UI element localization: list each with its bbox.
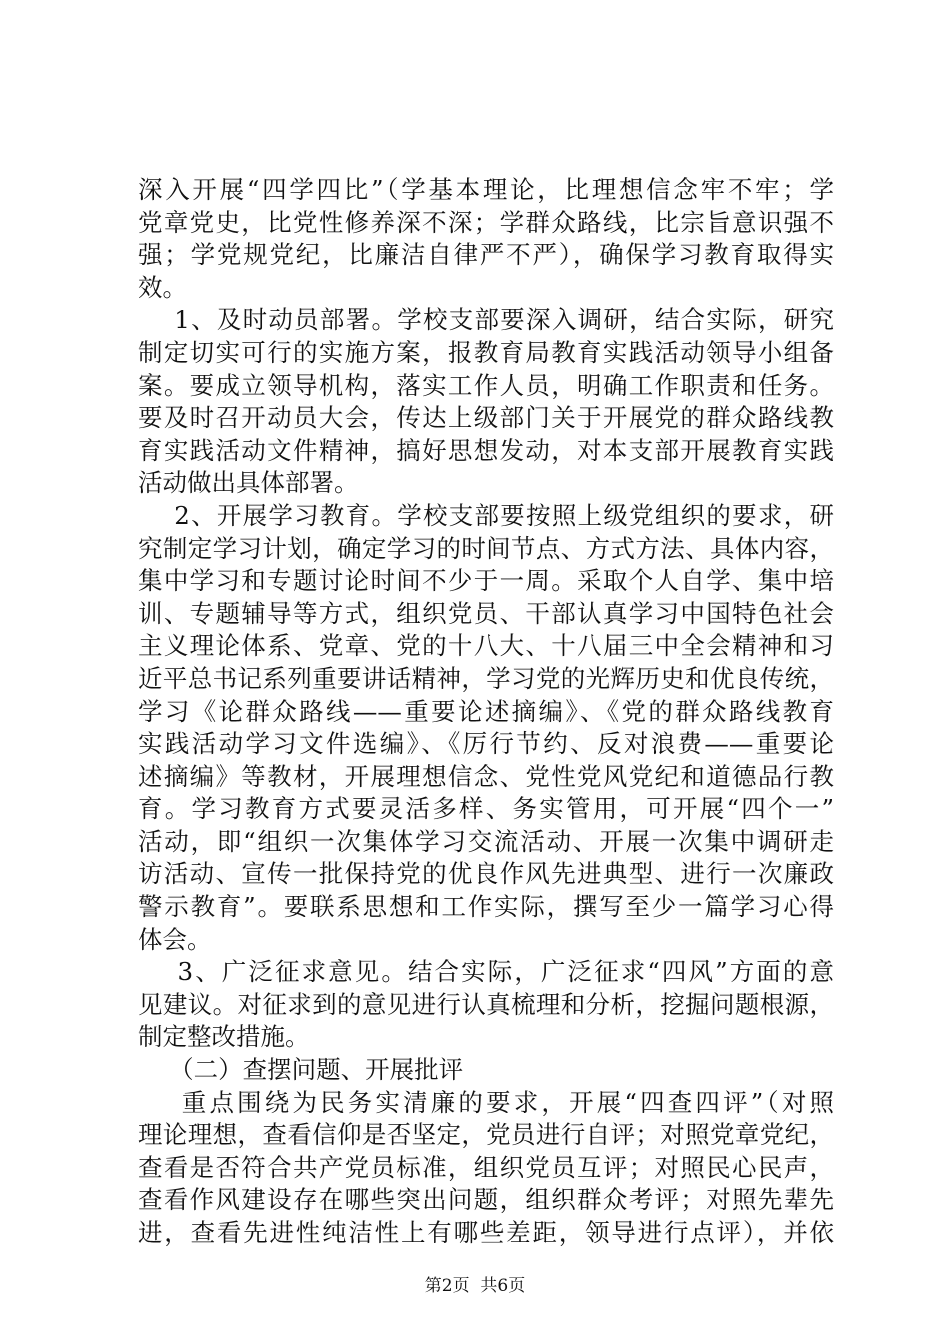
text-line: 学习《论群众路线——重要论述摘编》、《党的群众路线教育 bbox=[138, 696, 834, 726]
text-line: 育。学习教育方式要灵活多样、务实管用，可开展“四个一” bbox=[138, 794, 834, 824]
document-body bbox=[138, 174, 834, 1250]
text-line: 训、专题辅导等方式，组织党员、干部认真学习中国特色社会 bbox=[138, 598, 834, 628]
text-line: 党章党史，比党性修养深不深；学群众路线，比宗旨意识强不 bbox=[138, 207, 834, 237]
text-line: 3、广泛征求意见。结合实际，广泛征求“四风”方面的意 bbox=[138, 957, 834, 987]
text-line: 制定整改措施。 bbox=[138, 1022, 310, 1052]
text-line: 实践活动学习文件选编》、《厉行节约、反对浪费——重要论 bbox=[138, 729, 834, 759]
text-line: 理论理想，查看信仰是否坚定，党员进行自评；对照党章党纪， bbox=[138, 1120, 834, 1150]
page-footer bbox=[0, 1275, 950, 1297]
text-line: 活动，即“组织一次集体学习交流活动、开展一次集中调研走 bbox=[138, 826, 834, 856]
text-line: 近平总书记系列重要讲话精神，学习党的光辉历史和优良传统， bbox=[138, 663, 834, 693]
page-number: 第2页 共6页 bbox=[424, 1276, 526, 1296]
text-line: 制定切实可行的实施方案，报教育局教育实践活动领导小组备 bbox=[138, 337, 834, 367]
text-line: 要及时召开动员大会，传达上级部门关于开展党的群众路线教 bbox=[138, 403, 834, 433]
text-line: 述摘编》等教材，开展理想信念、党性党风党纪和道德品行教 bbox=[138, 761, 834, 791]
text-line: 强；学党规党纪，比廉洁自律严不严），确保学习教育取得实 bbox=[138, 240, 834, 270]
text-line: 效。 bbox=[138, 272, 187, 302]
text-line: 访活动、宣传一批保持党的优良作风先进典型、进行一次廉政 bbox=[138, 859, 834, 889]
text-line: 进，查看先进性纯洁性上有哪些差距，领导进行点评），并依 bbox=[138, 1218, 834, 1247]
text-line: 体会。 bbox=[138, 924, 212, 954]
text-line: （二）查摆问题、开展批评 bbox=[138, 1055, 464, 1085]
text-line: 见建议。对征求到的意见进行认真梳理和分析，挖掘问题根源， bbox=[138, 989, 834, 1019]
text-line: 警示教育”。要联系思想和工作实际，撰写至少一篇学习心得 bbox=[138, 892, 834, 922]
text-line: 查看作风建设存在哪些突出问题，组织群众考评；对照先辈先 bbox=[138, 1185, 834, 1215]
text-line: 活动做出具体部署。 bbox=[138, 468, 359, 498]
text-line: 集中学习和专题讨论时间不少于一周。采取个人自学、集中培 bbox=[138, 566, 834, 596]
text-line: 2、开展学习教育。学校支部要按照上级党组织的要求，研 bbox=[138, 500, 834, 530]
text-line: 查看是否符合共产党员标准，组织党员互评；对照民心民声， bbox=[138, 1152, 834, 1182]
text-line: 主义理论体系、党章、党的十八大、十八届三中全会精神和习 bbox=[138, 631, 834, 661]
text-line: 1、及时动员部署。学校支部要深入调研，结合实际，研究 bbox=[138, 305, 834, 335]
text-line: 究制定学习计划，确定学习的时间节点、方式方法、具体内容， bbox=[138, 533, 834, 563]
text-line: 重点围绕为民务实清廉的要求，开展“四查四评”（对照 bbox=[138, 1087, 834, 1117]
text-line: 深入开展“四学四比”（学基本理论，比理想信念牢不牢；学 bbox=[138, 175, 834, 204]
text-line: 育实践活动文件精神，搞好思想发动，对本支部开展教育实践 bbox=[138, 435, 834, 465]
text-line: 案。要成立领导机构，落实工作人员，明确工作职责和任务。 bbox=[138, 370, 834, 400]
